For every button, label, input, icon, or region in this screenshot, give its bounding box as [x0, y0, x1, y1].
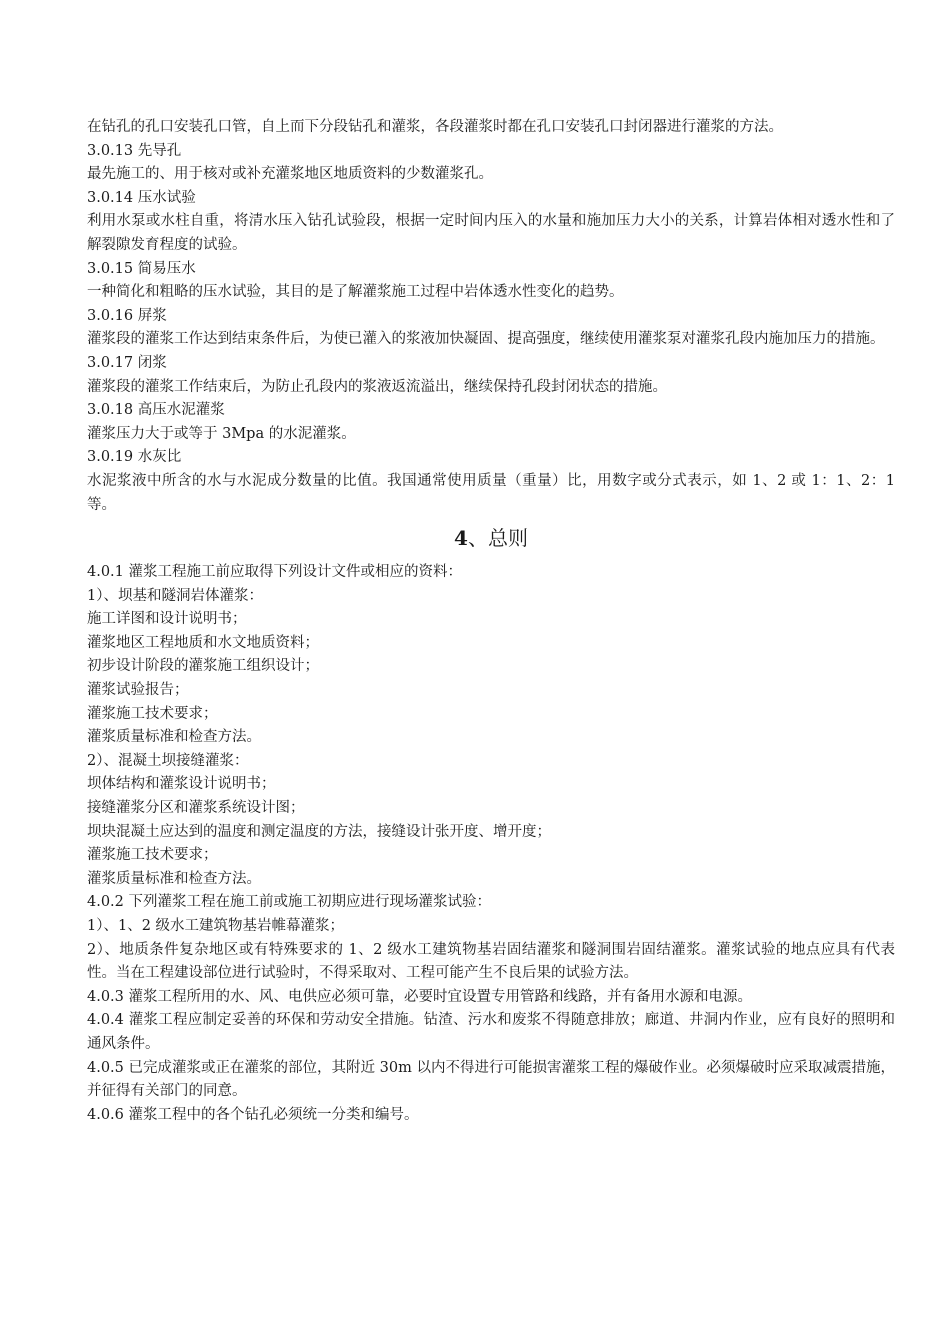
list-item: 坝体结构和灌浆设计说明书；: [87, 776, 276, 793]
clause-4-0-5: 4.0.5 已完成灌浆或正在灌浆的部位，其附近 30m 以内不得进行可能损害灌浆工程的爆破作业。必须爆破时应采取减震措施，并征得有关部门的同意。: [87, 1059, 895, 1100]
list-item: 灌浆施工技术要求；: [87, 847, 218, 864]
document-body: [87, 116, 895, 1127]
clause-3-0-12-definition: 在钻孔的孔口安装孔口管，自上而下分段钻孔和灌浆，各段灌浆时都在孔口安装孔口封闭器进行灌浆的方法。: [87, 119, 783, 135]
clause-4-0-1-item-2: 2）、混凝土坝接缝灌浆：: [87, 752, 249, 769]
clause-3-0-14-title: 3.0.14 压水试验: [87, 189, 196, 206]
section-4-heading-number: 4: [454, 526, 468, 551]
clause-3-0-16-definition: 灌浆段的灌浆工作达到结束条件后，为使已灌入的浆液加快凝固、提高强度，继续使用灌浆泵对灌浆孔段内施加压力的措施。: [87, 331, 885, 348]
list-item: 灌浆施工技术要求；: [87, 705, 218, 722]
list-item: 灌浆试验报告；: [87, 682, 189, 699]
clause-3-0-14-definition: 利用水泵或水柱自重，将清水压入钻孔试验段，根据一定时间内压入的水量和施加压力大小的关系，计算岩体相对透水性和了解裂隙发育程度的试验。: [87, 213, 895, 253]
clause-4-0-6: 4.0.6 灌浆工程中的各个钻孔必须统一分类和编号。: [87, 1106, 419, 1123]
clause-3-0-19-definition: 水泥浆液中所含的水与水泥成分数量的比值。我国通常使用质量（重量）比，用数字或分式表示，如 1、2 或 1：1、2：1 等。: [87, 472, 895, 513]
clause-3-0-19-title: 3.0.19 水灰比: [87, 449, 182, 466]
clause-3-0-18-definition: 灌浆压力大于或等于 3Mpa 的水泥灌浆。: [87, 425, 356, 442]
clause-3-0-13-title: 3.0.13 先导孔: [87, 142, 182, 159]
section-4-heading-text: 、总则: [467, 526, 528, 551]
list-item: 灌浆质量标准和检查方法。: [87, 870, 261, 887]
list-item: 接缝灌浆分区和灌浆系统设计图；: [87, 800, 305, 817]
clause-4-0-3: 4.0.3 灌浆工程所用的水、风、电供应必须可靠，必要时宜设置专用管路和线路，并有备用水源和电源。: [87, 988, 752, 1005]
clause-4-0-2-item-1: 1）、1、2 级水工建筑物基岩帷幕灌浆；: [87, 918, 345, 934]
list-item: 初步设计阶段的灌浆施工组织设计；: [87, 658, 319, 675]
clause-4-0-1: 4.0.1 灌浆工程施工前应取得下列设计文件或相应的资料：: [87, 564, 463, 581]
list-item: 施工详图和设计说明书；: [87, 611, 247, 628]
clause-3-0-15-title: 3.0.15 简易压水: [87, 260, 196, 277]
section-4-heading: [87, 523, 895, 553]
clause-3-0-13-definition: 最先施工的、用于核对或补充灌浆地区地质资料的少数灌浆孔。: [87, 166, 493, 183]
clause-3-0-15-definition: 一种简化和粗略的压水试验，其目的是了解灌浆施工过程中岩体透水性变化的趋势。: [87, 284, 624, 301]
clause-3-0-17-title: 3.0.17 闭浆: [87, 354, 167, 371]
list-item: 灌浆质量标准和检查方法。: [87, 729, 261, 746]
clause-4-0-4: 4.0.4 灌浆工程应制定妥善的环保和劳动安全措施。钻渣、污水和废浆不得随意排放；廊道、井洞内作业，应有良好的照明和通风条件。: [87, 1012, 895, 1052]
list-item: 坝块混凝土应达到的温度和测定温度的方法，接缝设计张开度、增开度；: [87, 823, 551, 840]
clause-3-0-17-definition: 灌浆段的灌浆工作结束后，为防止孔段内的浆液返流溢出，继续保持孔段封闭状态的措施。: [87, 378, 667, 395]
clause-4-0-2-item-2: 2）、地质条件复杂地区或有特殊要求的 1、2 级水工建筑物基岩固结灌浆和隧洞围岩固结灌浆。灌浆试验的地点应具有代表性。当在工程建设部位进行试验时，不得采取对、工程可能产生不良后果的试验方法。: [87, 941, 895, 982]
list-item: 灌浆地区工程地质和水文地质资料；: [87, 634, 319, 651]
clause-4-0-2: 4.0.2 下列灌浆工程在施工前或施工初期应进行现场灌浆试验：: [87, 894, 492, 911]
clause-4-0-1-item-1: 1）、坝基和隧洞岩体灌浆：: [87, 587, 263, 604]
clause-3-0-16-title: 3.0.16 屏浆: [87, 307, 167, 324]
clause-3-0-18-title: 3.0.18 高压水泥灌浆: [87, 402, 225, 419]
